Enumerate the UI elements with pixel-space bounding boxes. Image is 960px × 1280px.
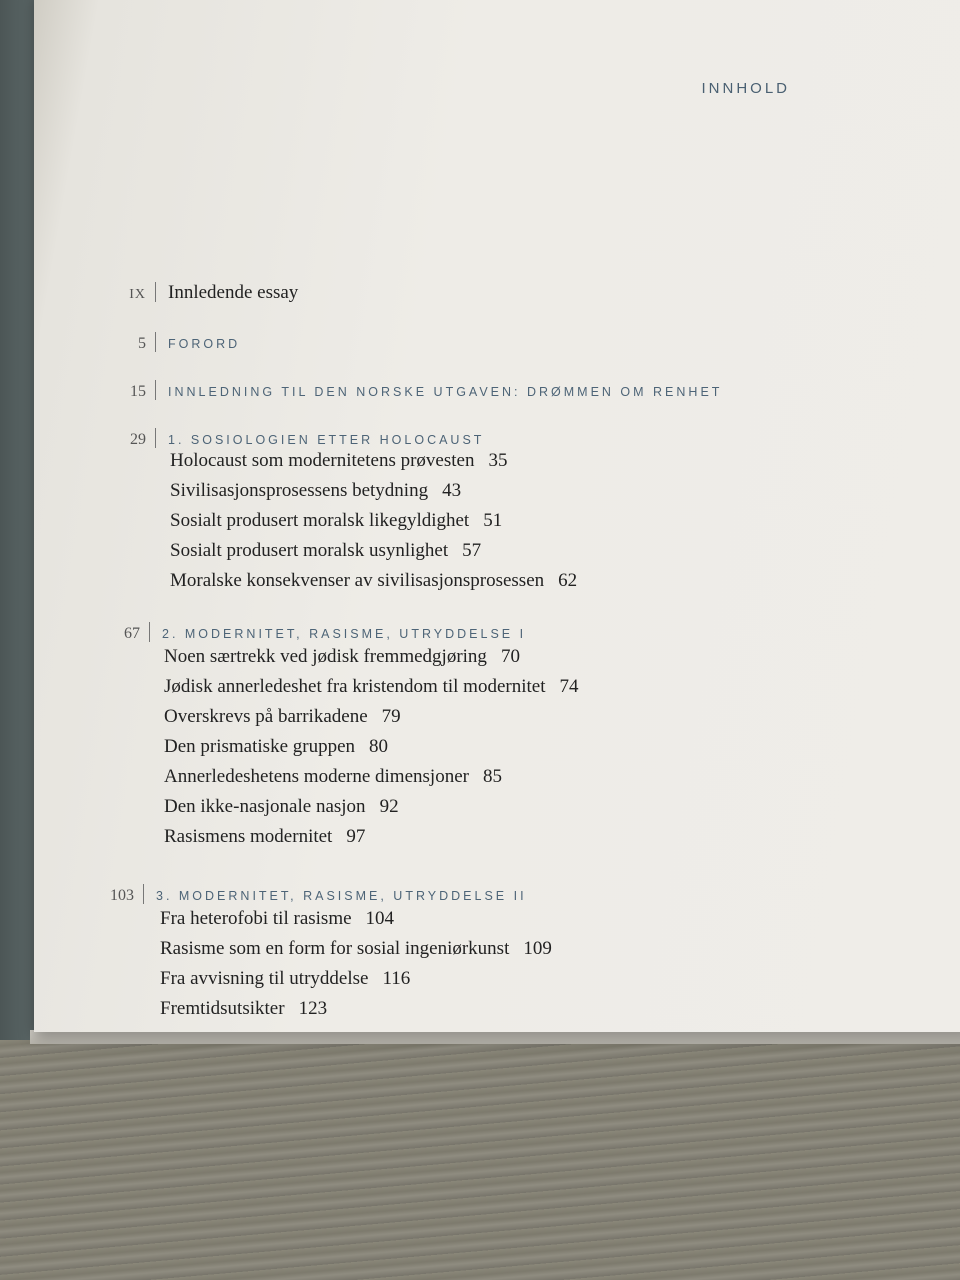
toc-title: Innledende essay [168, 282, 299, 303]
section-page-number: 104 [365, 908, 395, 929]
section-page-number: 62 [558, 570, 578, 591]
section-entry [164, 646, 520, 668]
section-page-number: 79 [381, 706, 401, 727]
toc-divider [149, 622, 150, 642]
section-title: Noen særtrekk ved jødisk fremmedgjøring [164, 646, 487, 667]
chapter-heading [104, 618, 526, 643]
section-page-number: 109 [523, 938, 552, 959]
chapter-page-number: 67 [124, 625, 140, 642]
section-entry [160, 968, 410, 990]
section-entry [160, 908, 394, 930]
section-title: Annerledeshetens moderne dimensjoner [164, 766, 469, 787]
toc-page-number: 5 [138, 335, 146, 352]
section-entry [164, 796, 399, 818]
toc-entry [110, 278, 298, 304]
toc-divider [143, 884, 144, 904]
toc-divider [155, 428, 156, 448]
chapter-title: 3. MODERNITET, RASISME, UTRYDDELSE II [156, 889, 527, 903]
section-title: Fra avvisning til utryddelse [160, 968, 369, 989]
section-page-number: 35 [488, 450, 508, 471]
section-entry [170, 450, 507, 472]
section-page-number: 80 [369, 736, 389, 757]
section-title: Rasisme som en form for sosial ingeniørkunst [160, 938, 510, 959]
section-page-number: 116 [382, 968, 411, 989]
toc-title: FORORD [168, 337, 241, 351]
chapter-page-number: 29 [130, 431, 146, 448]
section-entry [164, 676, 578, 698]
book-page [34, 0, 960, 1032]
section-page-number: 123 [298, 998, 328, 1019]
section-entry [164, 706, 401, 728]
toc-page-number: IX [129, 287, 146, 302]
section-entry [160, 938, 552, 960]
page-stack-edge [30, 1030, 960, 1044]
section-title: Sosialt produsert moralsk usynlighet [170, 540, 449, 561]
toc-entry [110, 328, 240, 353]
section-page-number: 57 [462, 540, 482, 561]
chapter-title: 1. SOSIOLOGIEN ETTER HOLOCAUST [168, 433, 485, 447]
page-title: INNHOLD [701, 80, 790, 97]
section-title: Den ikke-nasjonale nasjon [164, 796, 366, 817]
section-entry [170, 480, 461, 502]
toc-entry [110, 376, 722, 401]
section-entry [170, 570, 577, 592]
section-page-number: 97 [346, 826, 366, 847]
section-title: Fra heterofobi til rasisme [160, 908, 352, 929]
section-title: Sivilisasjonsprosessens betydning [170, 480, 429, 501]
chapter-heading [110, 424, 484, 449]
section-page-number: 74 [559, 676, 579, 697]
section-entry [164, 736, 388, 758]
section-title: Fremtidsutsikter [160, 998, 285, 1019]
section-title: Rasismens modernitet [164, 826, 333, 847]
toc-divider [155, 282, 156, 302]
toc-title: INNLEDNING TIL DEN NORSKE UTGAVEN: DRØMMEN OM RENHET [168, 385, 723, 399]
section-title: Overskrevs på barrikadene [164, 706, 368, 727]
chapter-heading [98, 880, 527, 905]
section-page-number: 85 [482, 766, 502, 787]
section-title: Jødisk annerledeshet fra kristendom til modernitet [164, 676, 546, 697]
section-title: Den prismatiske gruppen [164, 736, 356, 757]
chapter-page-number: 103 [110, 887, 134, 904]
section-entry [164, 766, 502, 788]
section-title: Sosialt produsert moralsk likegyldighet [170, 510, 470, 531]
toc-divider [155, 380, 156, 400]
section-entry [164, 826, 365, 848]
section-entry [170, 540, 481, 562]
chapter-title: 2. MODERNITET, RASISME, UTRYDDELSE I [162, 627, 527, 641]
wooden-table [0, 1040, 960, 1280]
section-title: Holocaust som modernitetens prøvesten [170, 450, 475, 471]
section-page-number: 92 [379, 796, 399, 817]
section-entry [160, 998, 327, 1020]
toc-page-number: 15 [130, 383, 146, 400]
section-page-number: 51 [483, 510, 503, 531]
section-entry [170, 510, 502, 532]
section-page-number: 70 [500, 646, 520, 667]
section-page-number: 43 [442, 480, 462, 501]
section-title: Moralske konsekvenser av sivilisasjonsprosessen [170, 570, 545, 591]
toc-divider [155, 332, 156, 352]
